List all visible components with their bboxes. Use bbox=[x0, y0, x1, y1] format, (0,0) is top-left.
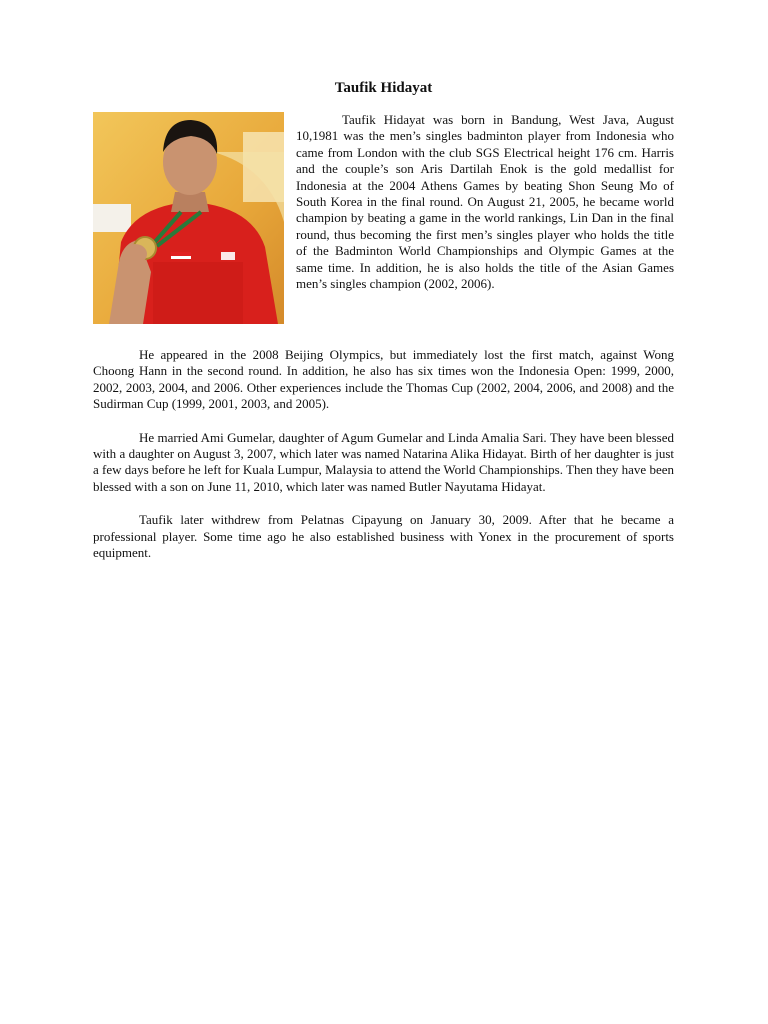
paragraph-4: Taufik later withdrew from Pelatnas Cipayung on January 30, 2009. After that he became a professional player. Some time ago he also established business with Yonex in the procurement of sports equipment. bbox=[93, 512, 674, 561]
paragraph-3: He married Ami Gumelar, daughter of Agum Gumelar and Linda Amalia Sari. They have been blessed with a daughter on August 3, 2007, which later was named Natarina Alika Hidayat. Birth of her daughter is just a few days before he left for Kuala Lumpur, Malaysia to attend the World Championships. Then they have been blessed with a son on June 11, 2010, which later was named Butler Nayutama Hidayat. bbox=[93, 429, 674, 494]
paragraph-1: Taufik Hidayat was born in Bandung, West Java, August 10,1981 was the men’s singles badminton player from Indonesia who came from London with the club SGS Electrical height 176 cm. Harris and the couple’s son Aris Dartilah Enok is the gold medallist for Indonesia at the 2004 Athens Games by beating Shon Seung Mo of South Korea in the final round. On August 21, 2005, he became world champion by beating a game in the world rankings, Lin Dan in the final round, thus becoming the first men’s singles player who holds the title of the Badminton World Championships and Olympic Games at the same time. In addition, he is also holds the title of the Asian Games men’s singles champion (2002, 2006). bbox=[296, 112, 674, 292]
medal-photo-icon bbox=[93, 112, 284, 324]
player-photo bbox=[93, 112, 284, 324]
paragraph-2: He appeared in the 2008 Beijing Olympics, but immediately lost the first match, against Wong Choong Hann in the second round. In addition, he also has six times won the Indonesia Open: 1999, 2000, 2002, 2003, 2004, and 2006. Other experiences include the Thomas Cup (2002, 2004, 2006, and 2008) and the Sudirman Cup (1999, 2001, 2003, and 2005). bbox=[93, 347, 674, 412]
document-page bbox=[93, 78, 674, 561]
intro-section bbox=[93, 112, 674, 330]
document-title: Taufik Hidayat bbox=[334, 80, 433, 96]
